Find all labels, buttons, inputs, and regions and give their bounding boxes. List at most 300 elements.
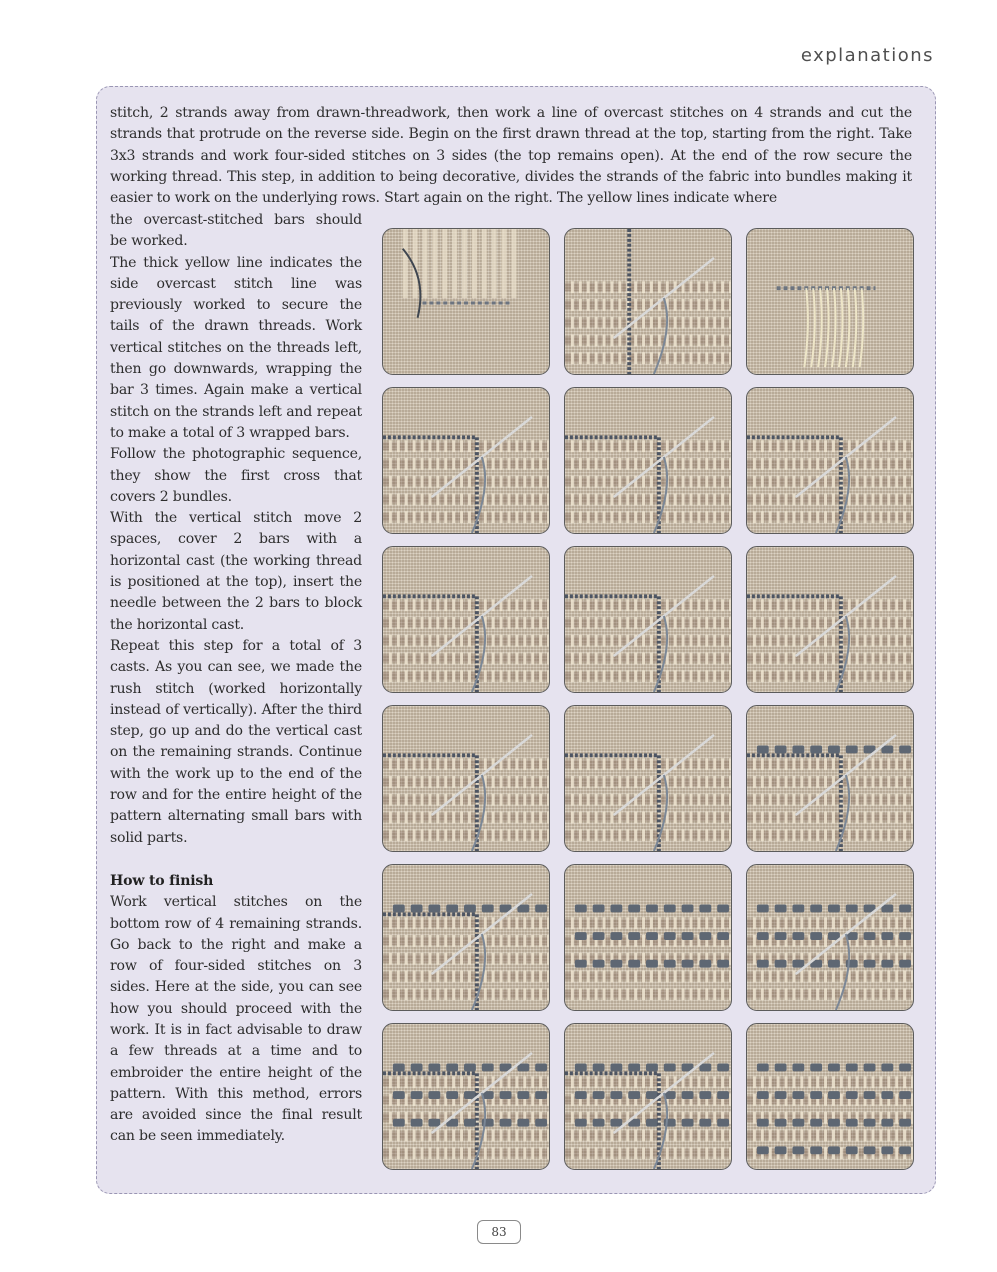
- fabric-bar: [887, 1130, 890, 1142]
- fabric-bar: [539, 1076, 542, 1088]
- fabric-bar: [428, 653, 431, 665]
- fabric-bar: [523, 1076, 526, 1088]
- fabric-bar: [603, 281, 606, 293]
- fabric-bar: [397, 511, 400, 523]
- fabric-bar: [610, 670, 613, 682]
- fabric-bar: [587, 1112, 590, 1124]
- fabric-bar: [911, 670, 913, 682]
- fabric-bar: [864, 458, 867, 470]
- fabric-bar: [729, 917, 731, 929]
- fabric-bar: [785, 670, 788, 682]
- fabric-bar: [421, 917, 424, 929]
- fabric-bar: [682, 458, 685, 470]
- wrapped-bar: [664, 932, 676, 940]
- fabric-bar: [421, 776, 424, 788]
- fabric-bar: [587, 988, 590, 1000]
- fabric-bar: [650, 812, 653, 824]
- fabric-bar: [460, 670, 463, 682]
- fabric-bar: [389, 935, 392, 947]
- fabric-bar: [911, 953, 913, 965]
- fabric-bar: [484, 440, 487, 452]
- fabric-bar: [642, 458, 645, 470]
- fabric-bar: [856, 776, 859, 788]
- fabric-bar: [697, 758, 700, 770]
- fabric-bar: [603, 511, 606, 523]
- fabric-bar: [405, 758, 408, 770]
- fabric-bar: [666, 988, 669, 1000]
- fabric-bar: [610, 758, 613, 770]
- fabric-bar: [579, 794, 582, 806]
- wrapped-bar: [717, 1091, 729, 1099]
- fabric-bar: [658, 1076, 661, 1088]
- fabric-bar: [587, 335, 590, 347]
- fabric-bar: [697, 511, 700, 523]
- fabric-bar: [436, 670, 439, 682]
- fabric-bar: [650, 829, 653, 841]
- fabric-bar: [769, 599, 772, 611]
- fabric-bar: [603, 917, 606, 929]
- fabric-bar: [753, 635, 756, 647]
- fabric-bar: [603, 988, 606, 1000]
- fabric-bar: [642, 829, 645, 841]
- fabric-bar: [452, 988, 455, 1000]
- fabric-bar: [864, 812, 867, 824]
- fabric-bar: [832, 511, 835, 523]
- fabric-bar: [413, 988, 416, 1000]
- fabric-bar: [610, 1076, 613, 1088]
- step-photo: [382, 1023, 550, 1170]
- wrapped-bar: [792, 1063, 804, 1071]
- fabric-bar: [603, 1076, 606, 1088]
- wrapped-bar: [810, 1091, 822, 1099]
- fabric-bar: [729, 458, 731, 470]
- fabric-bar: [626, 281, 629, 293]
- wrapped-bar: [593, 1063, 605, 1071]
- fabric-bar: [642, 617, 645, 629]
- fabric-bar: [397, 653, 400, 665]
- fabric-bar: [389, 794, 392, 806]
- fabric-bar: [690, 1147, 693, 1159]
- fabric-bar: [603, 335, 606, 347]
- fabric-bar: [642, 335, 645, 347]
- fabric-bar: [729, 617, 731, 629]
- fabric-bar: [610, 511, 613, 523]
- fabric-bar: [650, 670, 653, 682]
- fabric-bar: [713, 335, 716, 347]
- fabric-bar: [515, 812, 518, 824]
- fabric-bar: [674, 988, 677, 1000]
- fabric-bar: [769, 440, 772, 452]
- fabric-bar: [800, 812, 803, 824]
- fabric-bar: [603, 670, 606, 682]
- fabric-bar: [650, 281, 653, 293]
- fabric-bar: [531, 935, 534, 947]
- wrapped-bar: [717, 1119, 729, 1127]
- fabric-bar: [428, 917, 431, 929]
- fabric-bar: [792, 670, 795, 682]
- fabric-bar: [879, 758, 882, 770]
- fabric-bar: [389, 758, 392, 770]
- fabric-bar: [785, 476, 788, 488]
- fabric-bar: [484, 1147, 487, 1159]
- fabric-bar: [864, 988, 867, 1000]
- fabric-bar: [887, 971, 890, 983]
- fabric-bar: [547, 988, 549, 1000]
- fabric-bar: [753, 812, 756, 824]
- wrapped-bar: [846, 1146, 858, 1154]
- fabric-bar: [721, 476, 724, 488]
- wrapped-bar: [575, 960, 587, 968]
- wrapped-bar: [899, 932, 911, 940]
- fabric-bar: [634, 511, 637, 523]
- fabric-bar: [421, 670, 424, 682]
- fabric-bar: [879, 653, 882, 665]
- step-photo: [382, 864, 550, 1011]
- fabric-bar: [816, 440, 819, 452]
- fabric-bar: [887, 829, 890, 841]
- fabric-bar: [697, 440, 700, 452]
- fabric-bar: [666, 670, 669, 682]
- fabric-bar: [800, 829, 803, 841]
- wrapped-bar: [810, 1063, 822, 1071]
- fabric-bar: [879, 617, 882, 629]
- fabric-bar: [903, 440, 906, 452]
- fabric-bar: [452, 1076, 455, 1088]
- fabric-bar: [895, 794, 898, 806]
- fabric-bar: [444, 935, 447, 947]
- fabric-bar: [571, 953, 574, 965]
- fabric-bar: [587, 1094, 590, 1106]
- fabric-bar: [468, 758, 471, 770]
- wrapped-bar: [699, 932, 711, 940]
- fabric-bar: [911, 971, 913, 983]
- fabric-bar: [587, 953, 590, 965]
- fabric-bar: [705, 670, 708, 682]
- fabric-bar: [895, 440, 898, 452]
- fabric-bar: [753, 494, 756, 506]
- fabric-bar: [523, 440, 526, 452]
- fabric-bar: [618, 458, 621, 470]
- fabric-bar: [769, 829, 772, 841]
- fabric-bar: [413, 794, 416, 806]
- fabric-bar: [515, 988, 518, 1000]
- fabric-bar: [816, 812, 819, 824]
- fabric-bar: [895, 458, 898, 470]
- fabric-bar: [895, 935, 898, 947]
- fabric-bar: [579, 1076, 582, 1088]
- fabric-bar: [482, 229, 487, 298]
- fabric-bar: [460, 794, 463, 806]
- fabric-bar: [713, 971, 716, 983]
- fabric-bar: [610, 812, 613, 824]
- fabric-bar: [508, 635, 511, 647]
- fabric-bar: [705, 812, 708, 824]
- fabric-bar: [610, 635, 613, 647]
- fabric-bar: [769, 1112, 772, 1124]
- fabric-bar: [571, 352, 574, 364]
- fabric-bar: [595, 352, 598, 364]
- fabric-bar: [444, 971, 447, 983]
- fabric-bar: [887, 617, 890, 629]
- fabric-bar: [792, 635, 795, 647]
- fabric-bar: [618, 971, 621, 983]
- fabric-bar: [603, 299, 606, 311]
- fabric-bar: [579, 440, 582, 452]
- fabric-bar: [642, 476, 645, 488]
- wrapped-bar: [610, 1091, 622, 1099]
- fabric-bar: [547, 971, 549, 983]
- fabric-bar: [690, 511, 693, 523]
- fabric-bar: [468, 476, 471, 488]
- fabric-bar: [729, 758, 731, 770]
- wrapped-bar: [810, 1119, 822, 1127]
- fabric-bar: [785, 440, 788, 452]
- fabric-bar: [705, 617, 708, 629]
- fabric-bar: [840, 953, 843, 965]
- step-photo: [382, 228, 550, 375]
- fabric-bar: [824, 829, 827, 841]
- fabric-bar: [903, 635, 906, 647]
- fabric-bar: [492, 458, 495, 470]
- fabric-bar: [389, 599, 392, 611]
- fabric-bar: [808, 1130, 811, 1142]
- wrapped-bar: [828, 1091, 840, 1099]
- fabric-bar: [808, 812, 811, 824]
- fabric-bar: [769, 953, 772, 965]
- instruction-column: [110, 210, 362, 1148]
- fabric-bar: [460, 1094, 463, 1106]
- fabric-bar: [777, 794, 780, 806]
- fabric-bar: [895, 511, 898, 523]
- step-photo: [564, 387, 732, 534]
- fabric-bar: [642, 758, 645, 770]
- fabric-bar: [405, 829, 408, 841]
- fabric-bar: [800, 635, 803, 647]
- wrapped-bar: [628, 1063, 640, 1071]
- fabric-bar: [824, 988, 827, 1000]
- fabric-bar: [674, 670, 677, 682]
- fabric-bar: [769, 653, 772, 665]
- fabric-bar: [523, 776, 526, 788]
- fabric-bar: [587, 440, 590, 452]
- fabric-bar: [618, 494, 621, 506]
- fabric-bar: [571, 829, 574, 841]
- fabric-bar: [792, 812, 795, 824]
- wrapped-bar: [717, 1063, 729, 1071]
- fabric-bar: [658, 971, 661, 983]
- fabric-bar: [508, 1147, 511, 1159]
- fabric-bar: [864, 635, 867, 647]
- fabric-bar: [531, 599, 534, 611]
- fabric-bar: [792, 776, 795, 788]
- fabric-bar: [626, 1147, 629, 1159]
- fabric-bar: [690, 599, 693, 611]
- wrapped-bar: [792, 1119, 804, 1127]
- fabric-bar: [452, 670, 455, 682]
- fabric-bar: [610, 281, 613, 293]
- fabric-bar: [634, 812, 637, 824]
- fabric-bar: [887, 511, 890, 523]
- fabric-bar: [650, 352, 653, 364]
- fabric-bar: [903, 599, 906, 611]
- wrapped-bar: [575, 904, 587, 912]
- fabric-bar: [690, 670, 693, 682]
- fabric-bar: [848, 440, 851, 452]
- fabric-bar: [389, 971, 392, 983]
- fabric-bar: [595, 335, 598, 347]
- fabric-bar: [690, 653, 693, 665]
- fabric-bar: [468, 494, 471, 506]
- fabric-bar: [539, 988, 542, 1000]
- fabric-bar: [690, 335, 693, 347]
- fabric-bar: [808, 653, 811, 665]
- fabric-bar: [626, 1076, 629, 1088]
- fabric-bar: [792, 971, 795, 983]
- fabric-bar: [824, 670, 827, 682]
- fabric-bar: [610, 653, 613, 665]
- fabric-bar: [595, 1147, 598, 1159]
- fabric-bar: [579, 1147, 582, 1159]
- fabric-bar: [531, 917, 534, 929]
- fabric-bar: [515, 971, 518, 983]
- fabric-bar: [642, 494, 645, 506]
- fabric-bar: [697, 670, 700, 682]
- fabric-bar: [832, 829, 835, 841]
- fabric-bar: [895, 776, 898, 788]
- fabric-bar: [618, 653, 621, 665]
- fabric-bar: [911, 476, 913, 488]
- fabric-bar: [618, 317, 621, 329]
- fabric-bar: [618, 299, 621, 311]
- fabric-bar: [697, 653, 700, 665]
- fabric-bar: [721, 599, 724, 611]
- fabric-bar: [389, 1130, 392, 1142]
- fabric-bar: [389, 1112, 392, 1124]
- fabric-bar: [713, 1112, 716, 1124]
- fabric-bar: [610, 317, 613, 329]
- fabric-bar: [816, 776, 819, 788]
- fabric-bar: [697, 617, 700, 629]
- fabric-bar: [872, 776, 875, 788]
- fabric-bar: [500, 988, 503, 1000]
- fabric-bar: [539, 653, 542, 665]
- fabric-bar: [705, 352, 708, 364]
- fabric-bar: [428, 440, 431, 452]
- fabric-bar: [405, 776, 408, 788]
- fabric-bar: [547, 1130, 549, 1142]
- fabric-bar: [808, 988, 811, 1000]
- wrapped-bar: [664, 960, 676, 968]
- fabric-bar: [579, 1130, 582, 1142]
- fabric-bar: [705, 1130, 708, 1142]
- fabric-bar: [903, 829, 906, 841]
- fabric-bar: [666, 758, 669, 770]
- fabric-bar: [421, 935, 424, 947]
- fabric-bar: [872, 494, 875, 506]
- wrapped-bar: [393, 1091, 405, 1099]
- fabric-bar: [484, 599, 487, 611]
- fabric-bar: [729, 335, 731, 347]
- fabric-bar: [879, 776, 882, 788]
- fabric-bar: [800, 988, 803, 1000]
- fabric-bar: [579, 829, 582, 841]
- fabric-bar: [500, 617, 503, 629]
- fabric-bar: [895, 1112, 898, 1124]
- fabric-bar: [824, 1094, 827, 1106]
- wrapped-bar: [610, 1119, 622, 1127]
- step-photo: [382, 705, 550, 852]
- fabric-bar: [500, 476, 503, 488]
- fabric-bar: [571, 812, 574, 824]
- fabric-bar: [864, 653, 867, 665]
- fabric-bar: [579, 776, 582, 788]
- wrapped-bar: [393, 1063, 405, 1071]
- step-photo: [564, 705, 732, 852]
- fabric-bar: [508, 440, 511, 452]
- fabric-bar: [595, 829, 598, 841]
- fabric-bar: [642, 1112, 645, 1124]
- fabric-bar: [421, 440, 424, 452]
- fabric-bar: [626, 458, 629, 470]
- fabric-bar: [603, 758, 606, 770]
- fabric-bar: [523, 617, 526, 629]
- fabric-bar: [421, 1076, 424, 1088]
- fabric-bar: [895, 599, 898, 611]
- fabric-bar: [547, 1094, 549, 1106]
- fabric-bar: [650, 494, 653, 506]
- fabric-bar: [610, 829, 613, 841]
- fabric-bar: [579, 335, 582, 347]
- fabric-bar: [634, 440, 637, 452]
- fabric-bar: [444, 758, 447, 770]
- fabric-bar: [769, 935, 772, 947]
- fabric-bar: [761, 1076, 764, 1088]
- fabric-bar: [856, 829, 859, 841]
- fabric-bar: [428, 599, 431, 611]
- fabric-bar: [729, 1076, 731, 1088]
- fabric-bar: [547, 494, 549, 506]
- fabric-bar: [729, 281, 731, 293]
- fabric-bar: [856, 476, 859, 488]
- fabric-bar: [547, 599, 549, 611]
- fabric-bar: [421, 758, 424, 770]
- wrapped-bar: [810, 904, 822, 912]
- fabric-bar: [911, 794, 913, 806]
- fabric-bar: [769, 758, 772, 770]
- fabric-bar: [603, 829, 606, 841]
- fabric-bar: [428, 988, 431, 1000]
- fabric-bar: [468, 794, 471, 806]
- fabric-bar: [729, 653, 731, 665]
- fabric-bar: [492, 971, 495, 983]
- fabric-bar: [500, 670, 503, 682]
- fabric-bar: [428, 1076, 431, 1088]
- fabric-bar: [405, 812, 408, 824]
- fabric-bar: [618, 776, 621, 788]
- fabric-bar: [872, 971, 875, 983]
- fabric-bar: [753, 440, 756, 452]
- step-photo: [746, 705, 914, 852]
- fabric-bar: [705, 653, 708, 665]
- wrapped-bar: [792, 1146, 804, 1154]
- fabric-bar: [634, 299, 637, 311]
- fabric-bar: [721, 988, 724, 1000]
- fabric-bar: [547, 635, 549, 647]
- fabric-bar: [468, 635, 471, 647]
- fabric-bar: [642, 1076, 645, 1088]
- fabric-bar: [421, 794, 424, 806]
- fabric-bar: [492, 794, 495, 806]
